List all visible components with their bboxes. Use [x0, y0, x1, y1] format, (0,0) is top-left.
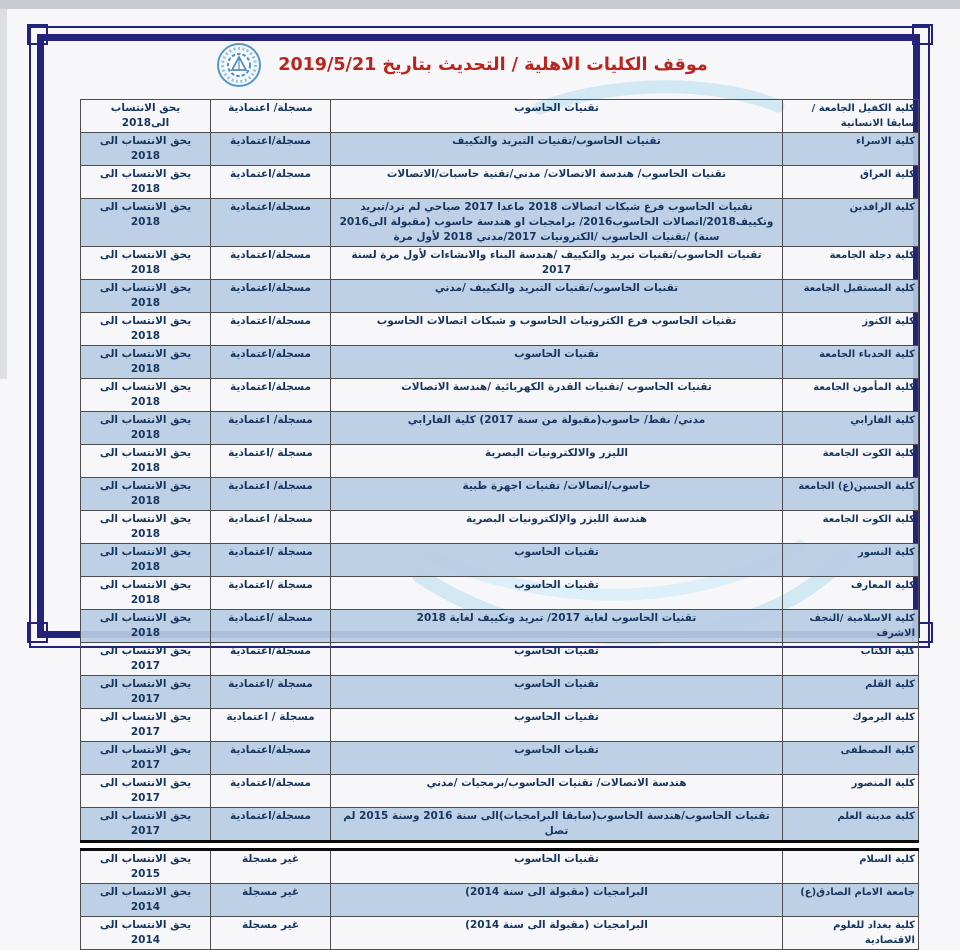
programs-cell: تقنيات الحاسوب [331, 100, 783, 133]
table-row [81, 100, 919, 133]
affiliation-cell: يحق الانتساب الى 2015 [81, 850, 211, 884]
table-row [81, 313, 919, 346]
table-row [81, 199, 919, 247]
status-cell: مسجلة/اعتمادية [211, 199, 331, 247]
college-name-cell: كلية الكوت الجامعة [783, 445, 919, 478]
programs-cell: تقنيات الحاسوب [331, 346, 783, 379]
affiliation-cell: يحق الانتساب الى 2018 [81, 133, 211, 166]
status-cell: مسجلة /اعتمادية [211, 676, 331, 709]
programs-cell: تقنيات الحاسوب /تقنيات القدرة الكهربائية /هندسة الاتصالات [331, 379, 783, 412]
programs-cell: هندسة الاتصالات/ تقنيات الحاسوب/برمجيات /مدني [331, 775, 783, 808]
status-cell: غير مسجلة [211, 884, 331, 917]
programs-cell: تقنيات الحاسوب/تقنيات تبريد والتكييف /هندسة البناء والانشاءات لأول مرة لسنة 2017 [331, 247, 783, 280]
affiliation-cell: يحق الانتساب الى 2017 [81, 676, 211, 709]
college-name-cell: كلية الاسراء [783, 133, 919, 166]
affiliation-cell: يحق الانتساب الى 2018 [81, 199, 211, 247]
programs-cell: مدني/ نفط/ حاسوب(مقبولة من سنة 2017) كلية الفارابي [331, 412, 783, 445]
college-name-cell: كلية السلام [783, 850, 919, 884]
programs-cell: تقنيات الحاسوب [331, 676, 783, 709]
status-cell: مسجلة/ اعتمادية [211, 478, 331, 511]
programs-cell: حاسوب/اتصالات/ تقنيات اجهزة طبية [331, 478, 783, 511]
status-cell: مسجلة/اعتمادية [211, 379, 331, 412]
status-cell: مسجلة/اعتمادية [211, 643, 331, 676]
affiliation-cell: يحق الانتساب الى 2014 [81, 884, 211, 917]
affiliation-cell: يحق الانتساب الى 2017 [81, 775, 211, 808]
affiliation-cell: يحق الانتساب الى2018 [81, 100, 211, 133]
college-name-cell: كلية المستقبل الجامعة [783, 280, 919, 313]
table-row [81, 133, 919, 166]
affiliation-cell: يحق الانتساب الى 2018 [81, 544, 211, 577]
programs-cell: تقنيات الحاسوب/ هندسة الاتصالات/ مدني/تقنية حاسبات/الاتصالات [331, 166, 783, 199]
status-cell: مسجلة/ اعتمادية [211, 511, 331, 544]
status-cell: مسجلة/اعتمادية [211, 742, 331, 775]
college-name-cell: كلية اليرموك [783, 709, 919, 742]
college-name-cell: جامعة الامام الصادق(ع) [783, 884, 919, 917]
table-row [81, 610, 919, 643]
status-cell: غير مسجلة [211, 917, 331, 950]
programs-cell: تقنيات الحاسوب [331, 643, 783, 676]
registered-rows [81, 100, 919, 842]
affiliation-cell: يحق الانتساب الى 2017 [81, 643, 211, 676]
programs-cell: البرامجيات (مقبولة الى سنة 2014) [331, 917, 783, 950]
college-name-cell: كلية دجلة الجامعة [783, 247, 919, 280]
affiliation-cell: يحق الانتساب الى 2018 [81, 379, 211, 412]
affiliation-cell: يحق الانتساب الى 2018 [81, 511, 211, 544]
document-header [0, 42, 942, 88]
colleges-status-table [80, 99, 919, 950]
affiliation-cell: يحق الانتساب الى 2014 [81, 917, 211, 950]
status-cell: مسجلة/اعتمادية [211, 247, 331, 280]
programs-cell: تقنيات الحاسوب [331, 577, 783, 610]
table-row [81, 884, 919, 917]
status-cell: مسجلة/اعتمادية [211, 166, 331, 199]
table-row [81, 577, 919, 610]
programs-cell: تقنيات الحاسوب لغاية 2017/ تبريد وتكييف لغاية 2018 [331, 610, 783, 643]
table-row [81, 166, 919, 199]
affiliation-cell: يحق الانتساب الى 2018 [81, 577, 211, 610]
page-title: موقف الكليات الاهلية / التحديث بتاريخ 2019/5/21 [278, 55, 708, 75]
affiliation-cell: يحق الانتساب الى 2017 [81, 808, 211, 842]
table-row [81, 850, 919, 884]
college-name-cell: كلية الحدباء الجامعة [783, 346, 919, 379]
programs-cell: تقنيات الحاسوب/تقنيات التبريد والتكييف [331, 133, 783, 166]
status-cell: مسجلة /اعتمادية [211, 544, 331, 577]
college-name-cell: كلية النسور [783, 544, 919, 577]
status-cell: مسجلة /اعتمادية [211, 445, 331, 478]
programs-cell: هندسة الليزر والإلكترونيات البصرية [331, 511, 783, 544]
affiliation-cell: يحق الانتساب الى 2018 [81, 478, 211, 511]
college-name-cell: كلية الرافدين [783, 199, 919, 247]
college-name-cell: كلية بغداد للعلوم الاقتصادية [783, 917, 919, 950]
table-row [81, 346, 919, 379]
college-name-cell: كلية الكوت الجامعة [783, 511, 919, 544]
status-cell: مسجلة /اعتمادية [211, 610, 331, 643]
college-name-cell: كلية الاسلامية /النجف الاشرف [783, 610, 919, 643]
status-cell: مسجلة/اعتمادية [211, 346, 331, 379]
separator-bar [81, 842, 919, 850]
status-cell: مسجلة /اعتمادية [211, 577, 331, 610]
college-name-cell: كلية القلم [783, 676, 919, 709]
table-row [81, 709, 919, 742]
table-row [81, 412, 919, 445]
programs-cell: تقنيات الحاسوب [331, 850, 783, 884]
college-name-cell: كلية الكنوز [783, 313, 919, 346]
affiliation-cell: يحق الانتساب الى 2018 [81, 280, 211, 313]
section-separator [81, 842, 919, 850]
college-name-cell: كلية المصطفى [783, 742, 919, 775]
affiliation-cell: يحق الانتساب الى 2018 [81, 346, 211, 379]
table-row [81, 775, 919, 808]
table-row [81, 280, 919, 313]
college-name-cell: كلية الكفيل الجامعة / سابقا الانسانية [783, 100, 919, 133]
table-row [81, 917, 919, 950]
affiliation-cell: يحق الانتساب الى 2018 [81, 445, 211, 478]
affiliation-cell: يحق الانتساب الى 2018 [81, 166, 211, 199]
programs-cell: تقنيات الحاسوب [331, 544, 783, 577]
status-cell: مسجلة/اعتمادية [211, 133, 331, 166]
table-row [81, 676, 919, 709]
affiliation-cell: يحق الانتساب الى 2018 [81, 313, 211, 346]
table-row [81, 379, 919, 412]
affiliation-cell: يحق الانتساب الى 2018 [81, 610, 211, 643]
affiliation-cell: يحق الانتساب الى 2018 [81, 412, 211, 445]
table-row [81, 511, 919, 544]
affiliation-cell: يحق الانتساب الى 2018 [81, 247, 211, 280]
unregistered-rows [81, 850, 919, 950]
status-cell: مسجلة/اعتمادية [211, 313, 331, 346]
affiliation-cell: يحق الانتساب الى 2017 [81, 742, 211, 775]
table-row [81, 544, 919, 577]
status-cell: غير مسجلة [211, 850, 331, 884]
programs-cell: تقنيات الحاسوب فرع الكترونيات الحاسوب و شبكات اتصالات الحاسوب [331, 313, 783, 346]
programs-cell: الليزر والالكترونيات البصرية [331, 445, 783, 478]
status-cell: مسجلة/اعتمادية [211, 775, 331, 808]
table-row [81, 445, 919, 478]
status-cell: مسجلة/اعتمادية [211, 280, 331, 313]
border-corner-bottom-left [27, 622, 48, 643]
table-row [81, 742, 919, 775]
ministry-emblem-icon [216, 42, 262, 88]
status-cell: مسجلة/ اعتمادية [211, 100, 331, 133]
programs-cell: تقنيات الحاسوب/هندسة الحاسوب(سابقا البرامجيات)الى سنة 2016 وسنة 2015 لم تصل [331, 808, 783, 842]
programs-cell: تقنيات الحاسوب فرع شبكات اتصالات 2018 ماعدا 2017 صباحي لم ترد/تبريد وتكييف2018/اتصالات الحاسوب2016/ برامجيات او هندسة حاسوب (مقبولة الى2016 سنة) /تقنيات الحاسوب /الكترونيات 2017/مدني 2018 لأول مرة [331, 199, 783, 247]
affiliation-cell: يحق الانتساب الى 2017 [81, 709, 211, 742]
college-name-cell: كلية الفارابي [783, 412, 919, 445]
table-row [81, 643, 919, 676]
college-name-cell: كلية المأمون الجامعة [783, 379, 919, 412]
status-cell: مسجلة / اعتمادية [211, 709, 331, 742]
table-row [81, 808, 919, 842]
table-row [81, 247, 919, 280]
programs-cell: تقنيات الحاسوب [331, 709, 783, 742]
college-name-cell: كلية المعارف [783, 577, 919, 610]
programs-cell: تقنيات الحاسوب [331, 742, 783, 775]
status-cell: مسجلة/ اعتمادية [211, 412, 331, 445]
college-name-cell: كلية مدينة العلم [783, 808, 919, 842]
programs-cell: تقنيات الحاسوب/تقنيات التبريد والتكييف /مدني [331, 280, 783, 313]
table-row [81, 478, 919, 511]
status-cell: مسجلة/اعتمادية [211, 808, 331, 842]
college-name-cell: كلية العراق [783, 166, 919, 199]
college-name-cell: كلية الكتاب [783, 643, 919, 676]
college-name-cell: كلية المنصور [783, 775, 919, 808]
programs-cell: البرامجيات (مقبولة الى سنة 2014) [331, 884, 783, 917]
college-name-cell: كلية الحسين(ع) الجامعة [783, 478, 919, 511]
